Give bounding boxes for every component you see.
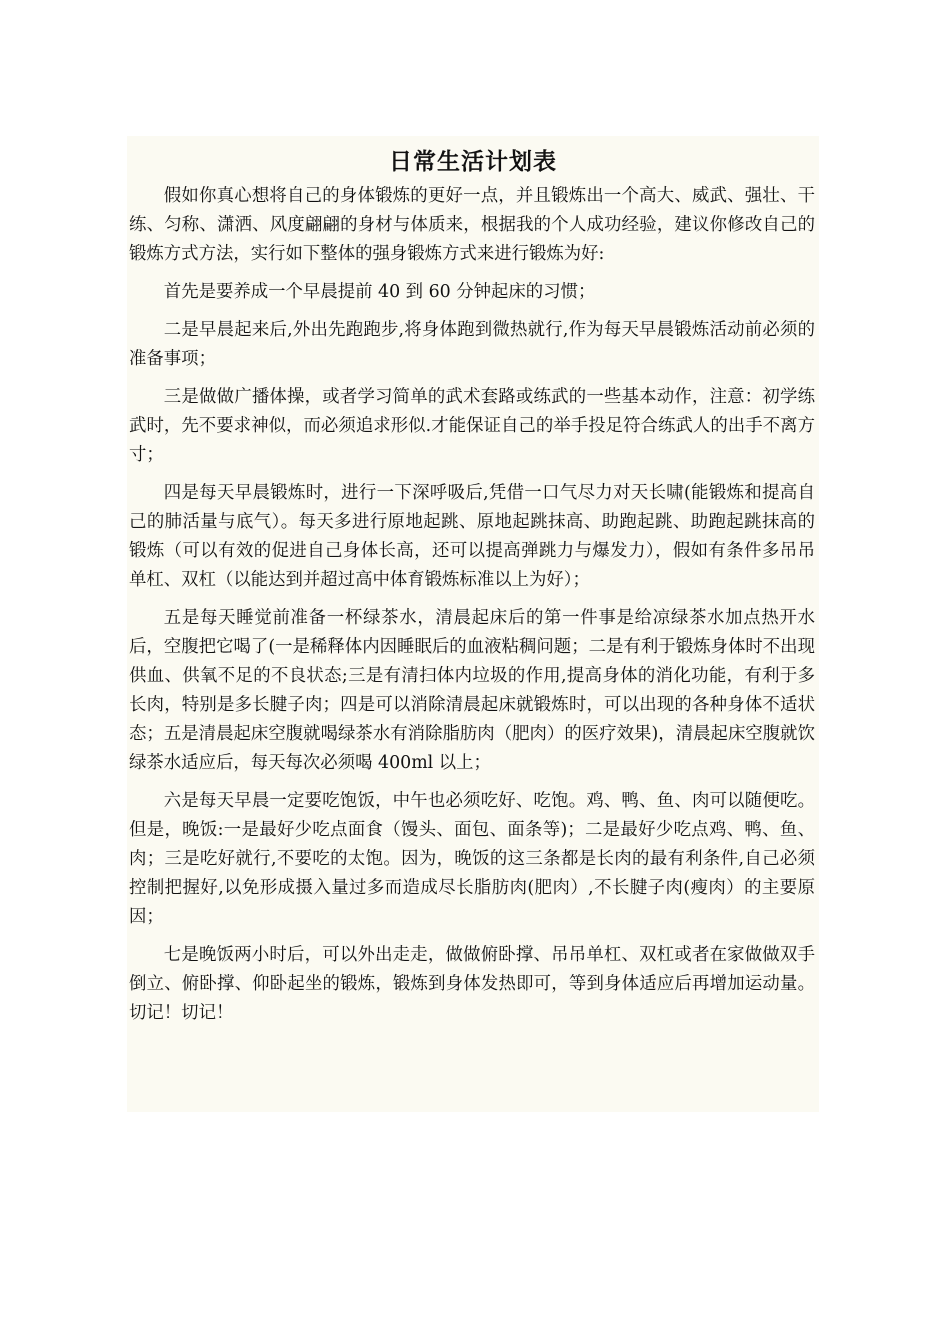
paragraph-item-5: 五是每天睡觉前准备一杯绿茶水，清晨起床后的第一件事是给凉绿茶水加点热开水后，空腹把它喝了(一是稀释体内因睡眠后的血液粘稠问题；二是有利于锻炼身体时不出现供血、供氧不足的不良状态;三是有清扫体内垃圾的作用,提高身体的消化功能，有利于多长肉，特别是多长腱子肉；四是可以消除清晨起床就锻炼时，可以出现的各种身体不适状态；五是清晨起床空腹就喝绿茶水有消除脂肪肉（肥肉）的医疗效果)，清晨起床空腹就饮绿茶水适应后，每天每次必须喝 400ml 以上； xyxy=(129,608,815,773)
paragraph-item-3: 三是做做广播体操，或者学习简单的武术套路或练武的一些基本动作，注意：初学练武时，先不要求神似，而必须追求形似.才能保证自己的举手投足符合练武人的出手不离方寸； xyxy=(129,387,815,465)
paragraph-item-4: 四是每天早晨锻炼时，进行一下深呼吸后,凭借一口气尽力对天长啸(能锻炼和提高自己的肺活量与底气）。每天多进行原地起跳、原地起跳抹高、助跑起跳、助跑起跳抹高的锻炼（可以有效的促进自己身体长高，还可以提高弹跳力与爆发力），假如有条件多吊吊单杠、双杠（以能达到并超过高中体育锻炼标准以上为好）； xyxy=(129,483,815,590)
paragraph-item-1: 首先是要养成一个早晨提前 40 到 60 分钟起床的习惯； xyxy=(163,282,596,302)
document-body xyxy=(127,136,819,1112)
paragraph-intro: 假如你真心想将自己的身体锻炼的更好一点，并且锻炼出一个高大、威武、强壮、干练、匀称、潇洒、风度翩翩的身材与体质来，根据我的个人成功经验，建议你修改自己的锻炼方式方法，实行如下整体的强身锻炼方式来进行锻炼为好: xyxy=(129,186,815,264)
document-title: 日常生活计划表 xyxy=(389,149,557,175)
paragraph-item-2: 二是早晨起来后,外出先跑跑步,将身体跑到微热就行,作为每天早晨锻炼活动前必须的准备事项； xyxy=(129,320,815,369)
paragraph-item-6: 六是每天早晨一定要吃饱饭，中午也必须吃好、吃饱。鸡、鸭、鱼、肉可以随便吃。但是，晚饭:一是最好少吃点面食（馒头、面包、面条等)；二是最好少吃点鸡、鸭、鱼、肉；三是吃好就行,不要吃的太饱。因为，晚饭的这三条都是长肉的最有利条件,自己必须控制把握好,以免形成摄入量过多而造成尽长脂肪肉(肥肉）,不长腱子肉(瘦肉）的主要原因； xyxy=(129,791,815,927)
paragraph-item-7: 七是晚饭两小时后，可以外出走走，做做俯卧撑、吊吊单杠、双杠或者在家做做双手倒立、俯卧撑、仰卧起坐的锻炼，锻炼到身体发热即可，等到身体适应后再增加运动量。切记！切记！ xyxy=(129,945,815,1023)
